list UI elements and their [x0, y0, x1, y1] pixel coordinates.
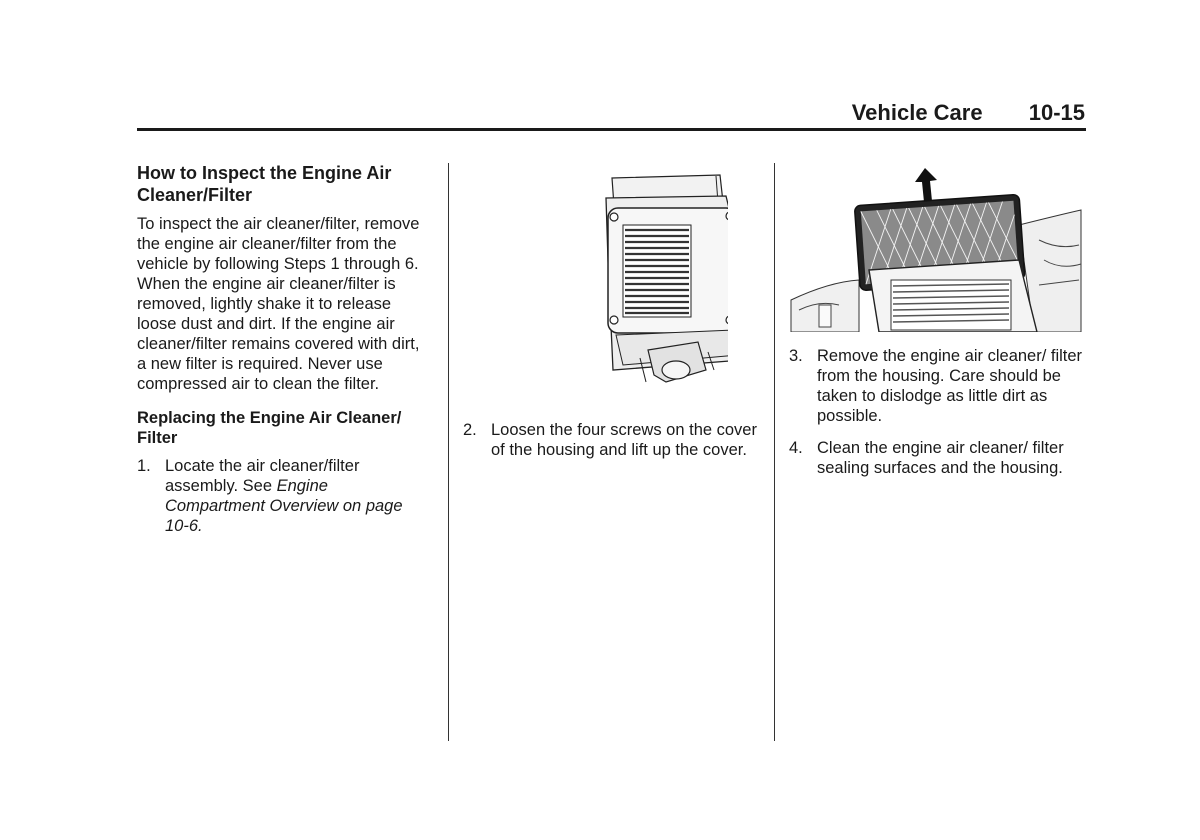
air-cleaner-housing-illustration [528, 170, 728, 400]
step-number: 2. [463, 421, 477, 439]
step-text: Remove the engine air cleaner/ filter from the housing. Care should be taken to dislodge as little dirt as possible. [817, 347, 1083, 425]
step-number: 4. [789, 439, 803, 457]
section-title: Vehicle Care [851, 100, 983, 125]
step-text: Loosen the four screws on the cover of the housing and lift up the cover. [491, 421, 757, 459]
replacing-heading: Replacing the Engine Air Cleaner/ Filter [137, 409, 402, 447]
column-2 [463, 170, 758, 472]
step-text: Locate the air cleaner/filter assembly. See Engine Compartment Overview on page 10-6. [165, 457, 403, 535]
column-3 [789, 160, 1084, 490]
up-arrow-icon [915, 168, 937, 202]
step-1 [137, 456, 427, 536]
cross-reference-link[interactable]: Engine Compartment Overview on page 10-6 [165, 477, 403, 535]
step-4 [789, 438, 1084, 478]
page-number: 10-15 [1028, 100, 1085, 125]
step-3 [789, 346, 1084, 426]
step-number: 1. [137, 457, 151, 475]
column-divider-left [448, 163, 449, 741]
inspect-paragraph: To inspect the air cleaner/filter, remove the engine air cleaner/filter from the vehicle by following Steps 1 through 6. When the engine air cleaner/filter is removed, lightly shake it to release loose dust and dirt. If the engine air cleaner/filter remains covered with dirt, a new filter is required. Never use compressed air to clean the filter. [137, 215, 420, 393]
column-1 [137, 162, 427, 548]
column-divider-right [774, 163, 775, 741]
step-2 [463, 420, 758, 460]
header-rule [137, 128, 1086, 131]
page-header [852, 100, 1085, 126]
inspect-heading: How to Inspect the Engine Air Cleaner/Filter [137, 163, 392, 205]
step-number: 3. [789, 347, 803, 365]
filter-removal-illustration [789, 160, 1085, 332]
step-text: Clean the engine air cleaner/ filter sealing surfaces and the housing. [817, 439, 1064, 477]
